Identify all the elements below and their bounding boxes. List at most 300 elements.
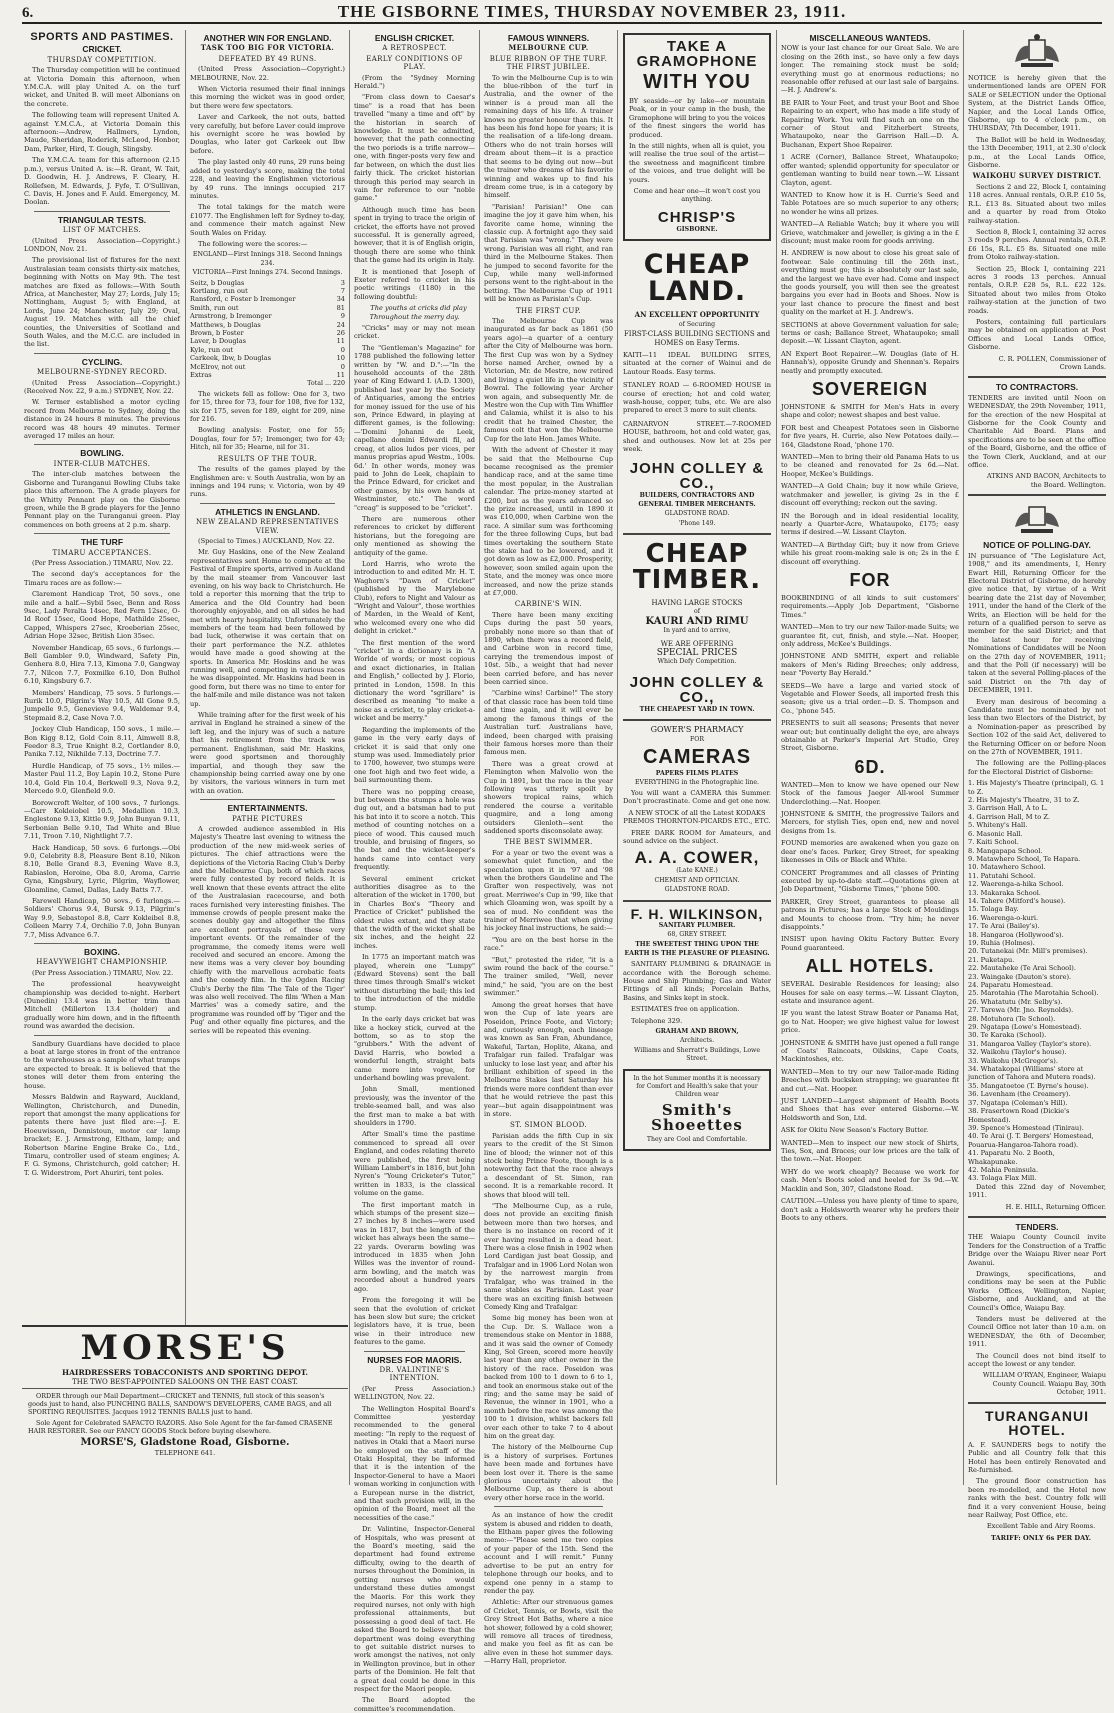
paragraph: SANITARY PLUMBING & DRAINAGE in accordance with the Borough scheme. House and Ship Plumbing; Gas and Water Fittings of all kinds; Porcelain Baths, Basins, and Sinks kept in stock. [623, 960, 771, 1002]
polling-place: 8. Mangapapa School. [968, 846, 1043, 855]
polling-place: 5. Whiteny's Hall. [968, 821, 1028, 830]
batsman: Carkeek, lbw, b Douglas [190, 354, 271, 363]
paragraph: From the foregoing it will be seen that the evolution of cricket has been slow but sure; the cricket legislators have, it is true, been wise in their introduce new features to the game. [354, 1296, 475, 1347]
scorecard-row [190, 287, 345, 295]
ad-line: FIRST-CLASS BUILDING SECTIONS and HOMES on Easy Terms. [623, 330, 771, 347]
paragraph: Drawings, specifications, and conditions may be seen at the Public Works Offices, Wellington, Napier, Gisborne, and Auckland, and at the Council's Office, Waiapu Bay. [968, 1270, 1106, 1312]
article-subheading: RESULTS OF THE TOUR. [217, 454, 318, 463]
cameras-headline: CAMERAS [642, 746, 752, 769]
article-heading: ATHLETICS IN ENGLAND. [215, 506, 320, 517]
scorecard-row [190, 279, 345, 287]
paragraph: Messrs Baldwin and Rayward, Auckland, Wellington, Christchurch, and Dunedin, report that amongst the many applications for patents there have just filed are:—J. E. Hoeuwisson, Dennistoun, motor car lamp bracket; E. J. Armstrong, Eltham, lamp; and Robertson Marine Engine Brake Co., Ltd., Timaru, controller used of steam engines; A. F. G. Symons, Christchurch, gold catcher; H. T. G. Widerstrom, Port Ahuriri, tent poles. [24, 1093, 180, 1177]
signature: ATKINS AND BACON, Architects to the Board. Wellington. [986, 472, 1106, 489]
polling-place: 11. Patutahi School. [968, 871, 1036, 880]
polling-place: 27. Tarewa (Mr. Jno. Reynolds). [968, 1006, 1074, 1015]
paragraph: The professional heavyweight championship was decided to-night. Herbert (Dunedin) 13.4 was in better trim than Mitchell (Millerton 13.4 (holder) and gradually wore him down, and in the fifteenth round was awarded the decision. [24, 980, 180, 1031]
paragraph: The following were the scores:— [198, 239, 308, 248]
article-heading: FAMOUS WINNERS. [507, 33, 590, 43]
article-subheading: HEAVYWEIGHT CHAMPIONSHIP. [36, 958, 168, 967]
polling-place: 2. His Majesty's Theatre, 31 to Z. [968, 796, 1080, 805]
john-colley-name: JOHN COLLEY & CO., [629, 460, 765, 493]
polling-place: 35. Mangatoetoe (T. Byrne's house). [968, 1081, 1089, 1090]
ad-line: PAPERS FILMS PLATES [655, 770, 739, 778]
turanganui-hotel-heading: TURANGANUI HOTEL. [984, 1407, 1090, 1438]
divider [34, 533, 170, 534]
wanted-ad: BOOKBINDING of all kinds to suit customers' requirements.—Apply Job Department, "Gisborne Times." [781, 593, 959, 619]
polling-place: 3. Garrison Hall, A to L. [968, 804, 1048, 813]
morses-telephone: TELEPHONE 641. [154, 1449, 216, 1457]
batsman: Armstrong, b Iremonger [190, 312, 272, 321]
ad-line: SANITARY PLUMBER. [658, 921, 736, 929]
paragraph: There was a great crowd at Flemington when Malvolio won the Cup in 1891, but the race in the year following was utterly spoilt by showers tropical rains, which rendered the course a veritable quagmire, and a long among outsiders Glenloth—sent the saddened sports disconsolate away. [484, 759, 613, 835]
paragraph: There are numerous other references to cricket by different historians, but the foregoing are only mentioned as showing the antiquity of the game. [354, 514, 475, 557]
paragraph: Some big money has been won at the Cup. Dr. S. Wallace won a tremendous stake on Mentor in 1888, and it was said the owner of Comedy King, Sol Green, scored more heavily last year than any other owner in the history of the race. Poseidon was backed from 100 to 1 down to 6 to 1, and took an enormous stake out of the ring; and the same may be said of Revenue, the winner in 1901, who a month before the race was among the 100 to 1 division, whilst backers fell over each other to take 7 to 4 about him on the great day. [484, 1314, 613, 1440]
divider [968, 1216, 1106, 1218]
paragraph: The history of the Melbourne Cup is a history of surprises. Fortunes have been made and fortunes have been lost over it. There is the same glorious uncertainty about the Melbourne Cup, as there is about every other horse race in the world. [484, 1443, 613, 1502]
wanted-ad: INSIST upon having Okitu Factory Butter. Every Pound guaranteed. [781, 935, 959, 952]
paragraph: After Small's time the pastime commenced to spread all over England, and codes relating thereto were published, the first being William Lambert's in 1816, but John Nyren's "Young Cricketer's Tutor," written in 1833, is the classical volume on the game. [354, 1130, 475, 1198]
paragraph: (Per Press Association.) TIMARU, Nov. 22. [32, 558, 174, 567]
paragraph: Parisian adds the fifth Cup in six years to the credit of the St Simon line of blood; the winner not of this stock being Prince Foote, though is a noteworthy fact that the race always a descendant of St. Simon, ran second. It is a remarkable record. It shows that blood will tell. [484, 1131, 613, 1199]
morses-agent-text: Sole Agent for Celebrated SAFACTO RAZORS. Also Sole Agent for the far-famed CRASENE HAIR RESTORER. See our FANCY GOODS Stock before buying elsewhere. [28, 1419, 333, 1435]
paragraph: The provisional list of fixtures for the next Australasian team consists thirty-six matches, beginning with Notts on May 9th. The test matches are fixed as follows:—With South Africa, at Manchester, May 27; Lords, July 15; Nottingham, August 5; with England, at Lords, June 24; Manchester, July 29; Oval, August 19. Matches with all the chief counties, the Universities of Scotland and South Wales, and the M.C.C. are included in the list. [24, 256, 180, 349]
chrisp-name: CHRISP'S [657, 208, 737, 226]
paragraph: A crowded audience assembled in His Majesty's Theatre last evening to witness the production of the new mid-week series of pictures. The chief attractions were the depictions of the Victoria Racing Club's Derby and the Melbourne Cup, both of which races were fully contested by record fields. It is well known that these events attract the elite of the Australasian racecourse, and both races furnished very interesting finishes. The immense crowds of people present make the scenes doubly gay and altogether the films are excellent portrayals of these very important events. Of the remainder of the programme, the comedy items were well received and secured an encore. Among the new items was a very clever boy bounding chiefly with the marvellous acrobatic feats and the comedy film. In the Ogden Racing Club's Derby the film 'The Tale of the Tiger' was also well received. The film 'When a Man Marries' was a comedy satire, and the programme was rounded off by 'Tiger and the Pug' and other equally fine pictures, and the series will be repeated this evening. [190, 824, 345, 1035]
wanted-list [781, 980, 959, 1222]
ad-line: of [693, 608, 700, 616]
royal-coat-of-arms-icon [1007, 32, 1067, 72]
gramophone-headline: TAKE A GRAMOPHONE [636, 38, 758, 70]
ad-line: HAVING LARGE STOCKS [651, 599, 743, 607]
wanted-ad: SECTIONS at above Government valuation for sale; terms or cash; Ballance Street, Whataupoko; small deposit.—W. Lissant Clayton, agent. [781, 320, 959, 346]
polling-place: 18. Hangaroa (Hollywood's). [968, 930, 1064, 939]
polling-place: 20. Tutanekai (Mr. Mill's premises). [968, 947, 1088, 956]
wanted-ad: CAUTION.—Unless you have plenty of time to spare, don't ask a Holdsworth wearer why he prefers their Boots to any others. [781, 1197, 959, 1222]
article-heading: NURSES FOR MAORIS. [367, 1354, 462, 1365]
wanted-ad: AN Expert Boot Repairer.—W. Douglas (late of H. Hannah's), opposite Grundy and Shennan's. Repairs neatly and promptly executed. [781, 349, 959, 375]
wanted-list [781, 403, 959, 566]
paragraph: Tenders must be delivered at the Council Office not later than 10 a.m. on WEDNESDAY, the 6th of December, 1911. [968, 1315, 1106, 1349]
wanted-ad: JOHNSTONE AND SMITH, expert and reliable makers of Men's Riding Breeches; only address, near "Poverty Bay Herald." [781, 652, 959, 678]
paragraph: A NEW STOCK of all the Latest KODAKS PREMOS THORNTON-PICARDS ETC., ETC. [623, 808, 771, 826]
page-number: 6. [22, 5, 34, 21]
divider [494, 1506, 603, 1507]
paragraph: Sections 2 and 22, Block I, containing 118 acres. Annual rentals, O.R.P. £10 5s, R.L. £13 8s. Situated about two miles and a quarter by road from Otoko railway-station. [968, 182, 1106, 225]
polling-place: 28. Motuhora (Te School). [968, 1014, 1056, 1023]
wanted-ad: WANTED—Men to try our new Tailor-made Riding Breeches with bucksken strapping; we guarantee fit and cut.—Nat. Hooper. [781, 1067, 959, 1093]
paragraph: (United Press Association—Copyright.) MELBOURNE, Nov. 22. [190, 65, 345, 82]
paragraph: The Melbourne Cup was inaugurated as far back as 1861 (50 years ago)—a quarter of a century after the City of Melbourne was born. The first Cup was won by a Sydney horse named Archer, owned by a Victorian, Mr. de Mestre, now retired and living a quiet life in the vicinity of Bowral. The following year Archer won again, and subsequently Mr. de Mestre won the Cup with Tim Whiffler and Calamia, whilst it is also to his credit that he trained Chester, the famous colt that won the Melbourne Cup for the late Hon. James White. [484, 317, 613, 443]
morses-line: HAIRDRESSERS TOBACCONISTS AND SPORTING DEPOT. [62, 1368, 308, 1377]
wanted-ad: SEVERAL Desirable Residences for leasing; also Houses for sale on easy terms.—W. Lissant Clayton, estate and insurance agent. [781, 980, 959, 1005]
ad-line: 68, GREY STREET. [667, 930, 727, 938]
ad-line: KAURI AND RIMU [645, 615, 749, 627]
paragraph: Every man desirous of becoming a Candidate must be nominated by not less than two Electors of the District, by a Nomination-paper as prescribed by Section 102 of the said Act, delivered to the Returning Officer on or before Noon on the 27th of NOVEMBER, 1911. [968, 697, 1106, 757]
article-subheading: EARLY CONDITIONS OF PLAY. [366, 54, 463, 72]
article-subheading: DR. VALINTINE'S INTENTION. [379, 1365, 450, 1383]
polling-place: 23. Waingake (Dauton's store). [968, 972, 1072, 981]
paragraph: "Cricks" may or may not mean cricket. [354, 324, 475, 341]
polling-place: 31. Mangaroa Valley (Taylor's store). [968, 1039, 1092, 1048]
article-heading: CYCLING. [81, 356, 123, 367]
paragraph: Bowling analysis: Foster, one for 55; Douglas, four for 57; Iremonger, two for 43; Hitch, nil for 35; Hearne, nil for 31. [190, 426, 345, 452]
paragraph: Section 25, Block I, containing 221 acres 3 roods 13 perches. Annual rentals, O.R.P. £28 5s, R.L. £22 12s. Situated about two miles from Otoko railway-station at the junction of two roads. [968, 264, 1106, 315]
runs: 24 [336, 320, 345, 329]
paragraph: Excellent Table and Airy Rooms. [986, 1522, 1096, 1531]
wanted-list [781, 781, 959, 952]
ad-line: AN EXCELLENT OPPORTUNITY [634, 310, 760, 320]
ad-line: Which Defy Competition. [657, 658, 737, 666]
paragraph: Among the great horses that have won the Cup of late years are Poseidon, Prince Foote, and Victory; and, curiously enough, each lineage was known as San Fran, Abundance, Wakeful, Tartan, Hoplite, Akana, and Trafalgar run failed. Trafalgar was unlucky to lose last year, and after his brilliant exhibition of speed in the Melbourne Stakes last Saturday his friends were more confident than ever that he would retrieve the past this year—but again disappointment was in store. [484, 1000, 613, 1118]
polling-place: 17. Te Arai (Bailey's). [968, 922, 1040, 931]
article-subheading: LIST OF MATCHES. [62, 226, 142, 235]
paragraph: When Victoria resumed their final innings this morning the wicket was in good order, but there were few spectators. [190, 85, 345, 110]
article-subheading: DEFEATED BY 49 RUNS. [218, 54, 317, 63]
batsman: Seitz, b Douglas [190, 278, 245, 287]
paragraph: The Board adopted the committee's recommendation. [354, 1696, 475, 1713]
cower-name: A. A. COWER, [634, 848, 760, 868]
column-english-cricket [354, 30, 475, 1713]
wanted-list [781, 594, 959, 753]
scorecard-row [190, 312, 345, 320]
wanted-ad: WANTED to Know how it is H. Currie's Seed and Table Potatoes are so much superior to any others; no wonder he wins all prizes. [781, 190, 959, 216]
wanted-ad: FOR best and Cheapest Potatoes seen in Gisborne for five years, H. Currie, also New Potatoes daily.—164, Gladstone Road, 'phone 170. [781, 423, 959, 449]
ad-line: Architects. [679, 1037, 715, 1045]
wilkinson-name: F. H. WILKINSON, [630, 905, 764, 922]
paragraph: (Per Press Association.) WELLINGTON, Nov. 22. [354, 1384, 475, 1402]
gramophone-advertisement [623, 33, 771, 241]
paragraph: Dr. Valintine, Inspector-General of Hospitals, who was present at the Board's meeting, said the department had found extreme difficulty, owing to the dearth of nurses throughout the Dominion, in getting nurses who would understand these duties amongst the Maoris. For this work they required nurses, not only with high professional attainments, but possessing a good deal of tact. He asked the Board to believe that the department was doing everything to get suitable district nurses to work amongst the natives, not only in Wellington province, but in other parts of the Dominion. He felt that a great deal could be done in this respect for the Maori people. [354, 1525, 475, 1693]
polling-place: 32. Waikohu (Taylor's house). [968, 1048, 1067, 1057]
polling-place: 39. Spence's Homestead (Tinirau). [968, 1123, 1084, 1132]
wanted-ad: NOW is your last chance for our Great Sale. We are closing on the 26th inst., so have only a few days longer. The remaining stock must be sold; everything must go at enormous reductions; no reasonable offer refused at our last sale of bargains.—H. J. Andrew's. [781, 44, 959, 95]
paragraph: BY seaside—or by lake—or mountain Peak, or in your camp in the bush, the Gramophone will bring to you the voices of the finest singers the world has produced. [629, 97, 765, 139]
scorecard-row [190, 354, 345, 362]
paragraph: Borowcroft Welter, of 100 sovs., 7 furlongs.—Carr Kokleiobel 10.5, Medallion 10.3, Englestone 9.13, Kittle 9.9, John Bunyan 9.11, Serbonian Belle 9.10, Tad White and Blue 7.11, Troon 7.10, Nightlight 7.7. [24, 798, 180, 841]
scorecard-row [190, 371, 345, 379]
paragraph: November Handicap, 65 sovs., 6 furlongs.—Bell Gambler 9.0, Windward, Safety Pin, Genhera 8.0, Hira 7.13, Kimona 7.0, Gangway 7.7, Nilcon 7.7, Foxmilke 6.10, Don Bulhol 6.10, Kingsbury 6.7. [24, 643, 180, 686]
ad-line: In yard and to arrive, [663, 627, 731, 635]
article-heading: BOWLING. [80, 448, 124, 459]
paragraph: TARIFF: ONLY 6s PER DAY. [990, 1533, 1092, 1542]
paragraph: "You are on the best horse in the race." [484, 935, 613, 953]
column-cricket-news [190, 30, 345, 1320]
paragraph: Hack Handicap, 50 sovs. 6 furlongs.—Obi 9.0, Celebrity 8.8, Pleasure Bent 8.10, Nikon 8.10, Belle Grand 8.3, Evening Wave 8.3, Rabiaslon, Heroine, Oba 8.0, Aroma, Carrie Gyna, Kingsbury, Lyric, Pilgrim, Wayflower, Gloamline, Camel, Dallas, Lady Batts 7.7. [24, 843, 180, 894]
article-heading: CRICKET. [82, 44, 122, 55]
wanted-ad: WANTED—Men to try our new Tailor-made Suits; we guarantee fit, cut, finish, and style.—Nat. Hooper, only address, McKee's Buildings. [781, 623, 959, 648]
polling-place: 13. Makaraka School. [968, 888, 1041, 897]
divider [364, 1351, 465, 1352]
newspaper-title: THE GISBORNE TIMES, THURSDAY NOVEMBER 23, 1911. [337, 2, 847, 21]
paragraph: "From class down to Caesar's time" is a road that has been travelled "many a time and oft" by the historian in search of knowledge. It must be admitted, however, that the path connecting the two periods is a trifle narrow—one, with finger-posts very few and far between, on which the dust lies fairly thick. The cricket historian through this period may search in vain for reference to our "noble game." [354, 93, 475, 203]
paragraph: "Carbine wins! Carbine!" The story of that classic race has been told time and time again, and it will ever be among the famous things of the Australian turf. Australians have, indeed, been charged with praising their famous horses more than their famous men. [484, 689, 613, 757]
ad-line: GLADSTONE ROAD. [664, 886, 730, 894]
paragraph: Dated this 22nd day of November, 1911. [968, 1182, 1106, 1200]
article-subheading: CARBINE'S WIN. [514, 600, 583, 609]
morses-advertisement [22, 1325, 348, 1487]
article-subheading: TIMARU ACCEPTANCES. [52, 548, 152, 557]
polling-place: 29. Ngatapa (Lowe's Homestead). [968, 1023, 1082, 1032]
ad-line: Williams and Sherratt's Buildings, Lowe Street. [633, 1046, 761, 1063]
signature: WILLIAM O'RYAN, Engineer, Waiapu County Council. Waiapu Bay, 30th October, 1911. [982, 1371, 1106, 1397]
paragraph: The play lasted only 40 runs, 29 runs being added to yesterday's score, making the total 228, and leaving the Englishmen victorious by 49 runs. The innings occupied 217 minutes. [190, 158, 345, 200]
all-hotels-heading: ALL HOTELS. [805, 956, 935, 977]
paragraph: Several eminent cricket authorities disagree as to the alteration of the wicket in 1700, but in Charles Box's "Theory and Practice of Cricket" published the oldest rules extant, and they state that the width of the wicket shall be six inches, and the height 22 inches. [354, 874, 475, 950]
divider [623, 533, 771, 535]
paragraph: The inter-club matches between the Gisborne and Turanganui Bowling Clubs take place this afternoon. The A grade players for the Whitty Pennant play on the Gisborne green, while the B grade players for the Jenno Pennant play on the Turanganui green. Play commences on both greens at 2 p.m. sharp. [24, 470, 180, 529]
polling-place: 24. Paparatu Homestead. [968, 981, 1053, 989]
ad-line: GOWER'S PHARMACY [650, 725, 744, 735]
paragraph: (Special to Times.) AUCKLAND, Nov. 22. [198, 536, 335, 545]
ad-line: THE SWEETEST THING UPON THE EARTH IS THE PLEASURE OF PLEASING. [624, 941, 770, 957]
paragraph: For a year or two the event was a somewhat quiet function, and the speculation upon it in '97 and '98 when the brothers Gaudeline and The Grafter won respectively, was not great. Merriwee's Cup in '99, like that which Gloaming won, was spoilt by a sea of mud. No confident was the trainer of Merriwee that when giving his jockey final instructions, he said:— [484, 848, 613, 933]
article-subheading: A RETROSPECT. [382, 44, 447, 53]
wanted-ad: WANTED—Men to inspect our new stock of Shirts, Ties, Sox, and Braces; our low prices are the talk of the town.—Nat. Hooper. [781, 1138, 959, 1164]
column-rule [185, 30, 186, 1485]
land-listings [623, 351, 771, 453]
masthead [22, 0, 1102, 24]
scorecard-row [190, 295, 345, 303]
wanted-ad: JOHNSTONE & SMITH for Men's Hats in every shape and color; newest shapes and best value. [781, 403, 959, 420]
paragraph: In the early days cricket bat was like a hockey stick, curved at the bottom, so as to stop the "grubbers." With the advent of David Harris, who bowled a wonderful length, straight bats came more into vogue, for underhand bowling was prevalent. [354, 1015, 475, 1082]
polling-place: 41. Paparatu No. 2 Booth, Whakapunake. [968, 1149, 1055, 1166]
wanted-ad: WHY do we work cheaply? Because we work for cash. Men's Boots soled and heeled for 3s 9d.—W. Macklin and Son, 307, Gladstone Road. [781, 1167, 959, 1193]
divider [968, 376, 1106, 378]
royal-coat-of-arms-icon [1007, 501, 1067, 537]
batsman: Ransford, c Foster b Iremonger [190, 295, 296, 304]
paragraph: TENDERS are invited until Noon on WEDNESDAY, the 29th November, 1911, for the erection of the new Hospital at Gisborne for the Cook County and Charitable Aid Board. Plans and specifications are to be seen at the office of the Board, Gisborne, and the office of the Town Clerk, Auckland, and at our office. [968, 393, 1106, 470]
section-heading: SPORTS AND PASTIMES. [30, 31, 174, 43]
polling-place: 6. Masonic Hall. [968, 829, 1023, 838]
paragraph: W. Termer established a motor cycling record from Melbourne to Sydney, doing the distance in 24 hours 8 minutes. The previous record was 48 hours 49 minutes. Termer averaged 17 miles an hour. [24, 398, 180, 441]
column-rule [776, 30, 777, 1485]
paragraph: The total takings for the match were £1077. The Englishmen left for Sydney to-day, and commence their match against New South Wales on Friday. [190, 203, 345, 237]
wanted-ad: ASK for Okitu New Season's Factory Butter. [781, 1126, 929, 1135]
smiths-shoeettes-advertisement [623, 1069, 771, 1152]
wanted-ad: WANTED—A Gold Chain; buy it now while Grieve, watchmaker and jeweller, is giving 2s in the £ discount off everything; reckon out the saving. [781, 482, 959, 508]
polling-place: 43. Tolaga Flax Mill. [968, 1174, 1037, 1183]
wanted-ad: FOUND memories are awakened when you gaze on dear one's faces. Parker, Grey Street, for speaking likenesses in Oils or Black and White. [781, 839, 959, 865]
batsman: Extras [190, 371, 212, 380]
article-subheading: THURSDAY COMPETITION. [47, 55, 157, 64]
column-rule [617, 30, 618, 1485]
paragraph: To win the Melbourne Cup is to win the blue-ribbon of the turf in Australia, and the owner of the winner is a proud man all the remaining days of his life. A trainer knows no greater honour than this. It has been his fond hope for years; it is the realisation of a life-long dream. Others who do not train horses will dream about them—it is a practice that seems to be dying out now—but the trainer who dreams of his favorite winning and wakes up to find his dream come true, is in a category by himself. [484, 73, 613, 200]
cheap-timber-headline: CHEAP TIMBER. [632, 539, 762, 595]
polling-place: 22. Mautaheke (Te Arai School). [968, 964, 1076, 973]
ad-line: FOR [689, 735, 705, 743]
divider [34, 1035, 170, 1036]
paragraph: Sandbury Guardians have decided to place a boat at large stores in front of the entrance to the warehouses as a sample of what tramps are expected to break. It is believed that the stones will deter them from entering the house. [24, 1039, 180, 1090]
morses-name: MORSE'S [80, 1328, 290, 1368]
batsman: Matthews, b Douglas [190, 320, 261, 329]
paragraph: There was no popping crease, but between the stumps a hole was dug out, and a batsman had to put his bat into it to score a notch. This method of counting notches on a piece of wood. This caused much trouble, and bruising of fingers, so the bat and the wicket-keeper's hands came into contact very frequently. [354, 787, 475, 872]
scorecard-total: Total ... 220 [307, 380, 345, 388]
ad-line: BUILDERS, CONTRACTORS AND GENERAL TIMBER MERCHANTS. [638, 492, 756, 508]
paragraph: The following are the Polling-places for the Electoral District of Gisborne: [968, 759, 1106, 776]
scorecard-heading: ENGLAND—First Innings 318. Second Innings 234. [192, 251, 343, 267]
polling-place: 36. Lavenham (the Creamery). [968, 1090, 1071, 1099]
paragraph: Although much time has been spent in trying to trace the origin of cricket, the efforts have not proved successful. It is generally agreed, however, that it is of English origin, though there are some who think that the game had its origin in Italy. [354, 205, 475, 265]
article-subheading: BLUE RIBBON OF THE TURF. THE FIRST JUBILEE. [489, 54, 608, 72]
batsman: McElrov, not out [190, 362, 246, 371]
paragraph: It is mentioned that Joseph of Exeter referred to cricket in his poetic writings (1180) in the following doubtful: [354, 267, 475, 301]
ad-line: THE CHEAPEST YARD IN TOWN. [639, 705, 755, 713]
land-listing: STANLEY ROAD — 6-ROOMED HOUSE in course of erection; hot and cold water, wash-house, copper, tubs, etc. We are also prepared to erect 3 more to suit clients. [623, 381, 771, 415]
divider [34, 211, 170, 212]
column-sports [24, 30, 180, 1485]
paragraph: Members' Handicap, 75 sovs. 5 furlongs.—Rurik 10.0, Pilgrim's Way 10.5, All Gone 9.5, Jumpelle 9.5, Genevieve 9.4, Waldemar 9.4, Stepmaid 8.2, Case Nova 7.0. [24, 688, 180, 722]
runs: 34 [336, 295, 345, 304]
ad-line: GLADSTONE ROAD. [664, 510, 730, 518]
wanted-ad: WANTED—A Birthday Gift; buy it now from Grieve while his great room-making sale is on; 2s in the £ discount off everything. [781, 540, 959, 566]
scorecard-row [190, 321, 345, 329]
paragraph: The results of the games played by the Englishmen are: v. South Australia, won by an innings and 194 runs; v. Victoria, won by 49 runs. [190, 465, 345, 499]
article-heading: ANOTHER WIN FOR ENGLAND. [203, 33, 332, 43]
polling-place: 4. Garrison Hall, M to Z. [968, 812, 1050, 821]
runs: 11 [336, 337, 345, 346]
polling-place: 30. Te Karaka (School). [968, 1031, 1047, 1040]
runs: 7 [340, 286, 345, 295]
divider [968, 494, 1106, 496]
morses-order-text: ORDER through our Mail Department—CRICKET and TENNIS, full stock of this season's goods just to hand, also PUNCHING BALLS, SANDOW'S DEVELOPERS, CAME BAGS, and all SPORTING REQUISITES. Jacques 1912 TENNIS BALLS just to hand. [28, 1392, 332, 1416]
paragraph: Come and hear one—it won't cost you anything. [633, 187, 761, 204]
wanted-ad: WANTED—Men to bring their old Panama Hats to us to be cleaned and renovated for 2s 6d.—Nat. Hooper, McKee's Buildings. [781, 453, 959, 478]
divider [968, 1402, 1106, 1404]
wanted-ad: BE FAIR to Your Feet, and trust your Boot and Shoe Repairing to an expert, who has made a life study of Repairing Work. You will find such an one on the corner of Stout and Fitzherbert Streets, Whataupoko, near the Garrison Hall.—D. A. Buchanan, Expert Shoe Repairer. [781, 98, 959, 149]
runs: 11 [336, 371, 345, 380]
runs: 9 [340, 312, 345, 321]
polling-place: 37. Ngatapa (Coleman's Hill). [968, 1098, 1068, 1107]
polling-place: 19. Ruhia (Holmes). [968, 938, 1035, 947]
paragraph: In 1775 an important match was played, wherein one "Lumpy" (Edward Stevens) sent the ball three times through Small's wicket without disturbing the bail; this led to the introduction of the middle stump. [354, 953, 475, 1012]
scorecard-row [190, 363, 345, 371]
divider [34, 943, 170, 944]
land-listing: CARNARVON STREET.—7-ROOMED HOUSE, bathroom, hot and cold water, gas, shed and outhouses. Now let at 25s per week. [623, 419, 771, 453]
batsman: Brown, b Foster [190, 329, 244, 337]
wanted-ad: IF you want the latest Straw Boater or Panama Hat, go to Nat. Hooper; we give highest value for lowest price. [781, 1009, 959, 1035]
gramophone-headline: WITH YOU [643, 71, 751, 93]
paragraph: The Ballot will be held in Wednesday, the 13th December, 1911, at 2.30 o'clock p.m., at the Local Lands Office, Gisborne. [968, 135, 1106, 170]
article-heading: NOTICE OF POLLING-DAY. [983, 540, 1091, 551]
wanted-list [781, 44, 959, 375]
wanted-ad: WANTED—A Reliable Watch; buy it where you will Grieve, watchmaker and jeweller, is giving a in the £ discount; must make room for goods arriving. [781, 220, 959, 245]
section-heading: MISCELLANEOUS WANTEDS. [809, 33, 931, 43]
column-rule [349, 30, 350, 1485]
polling-place: 25. Marotahia (The Marotahia School). [968, 989, 1099, 998]
runs: 81 [336, 303, 345, 312]
paragraph: Farewell Handicap, 50 sovs., 6 furlongs.—Soldiers' Chorus 9.4, Bursk 9.13, Pilgrim's Way 9.9, Sebastopol 8.8, Carr Kokleibel 8.8, Colleen Marry 7.4, Orchilio 7.0, John Bunyan 7.7, Miss Advance 6.7. [24, 896, 180, 939]
ad-line: (Late KANE.) [676, 867, 718, 875]
ad-line: 'Phone 149. [678, 519, 716, 527]
ad-line: of Securing [678, 320, 716, 328]
wanted-ad: CONCERT Programmes and all classes of Printing executed by up-to-date staff.—Quotations given at Job Department, "Gisborne Times," 'phone 500. [781, 868, 959, 894]
wanted-ad: PRESENTS to suit all seasons; Presents that never wear out; but continually delight the eye, are always obtainable at Parker's Imperial Art Studio, Grey Street, Gisborne. [781, 719, 959, 753]
batsman: Smith, run out [190, 303, 239, 312]
for-heading: FOR [849, 569, 891, 590]
runs: 0 [340, 345, 345, 354]
polling-place: 33. Waikohu (McGregor's). [968, 1056, 1058, 1065]
paragraph: As an instance of how the credit system is abused and ridden to death, the Eltham paper gives the following memo:—"Please send me two copies of your paper of the 15th. Send the account and I will remit." Funny advertise to be put an entry for telephone through our books, and to expend one penny in a stamp to render the pay. [484, 1511, 613, 1595]
column-rule [479, 30, 480, 1485]
paragraph: In the hot Summer months it is necessary for Comfort and Health's sake that your Children wear [633, 1074, 761, 1099]
article-subheading: ST. SIMON BLOOD. [510, 1121, 587, 1130]
paragraph: ESTIMATES free on application. [631, 1005, 740, 1014]
divider [623, 900, 771, 902]
polling-place: 15. Tolaga Bay. [968, 905, 1019, 914]
scorecard-row [190, 329, 345, 337]
polling-place: 26. Whatatutu (Mr. Selby's). [968, 997, 1063, 1006]
wanted-ad: H. ANDREW is now about to close his great sale of footwear. Sale continuing till the 26th inst., everything must go; this is absolutely our last sale, and the largest we have ever had. Come and inspect the goods yourself, you will then see the greatest bargains you ever had in Boots and Shoes. Now is your last chance to procure the finest and best quality on the market at H. J. Andrew's. [781, 249, 959, 317]
ad-line: GRAHAM AND BROWN, [655, 1028, 739, 1035]
paragraph: Mr. Guy Haskins, one of the New Zealand representatives sent Home to compete at the Festival of Empire sports, arrived in Auckland by the mail steamer from Vancouver last evening, on his way back to Christchurch. He told a reporter this morning that the trip to America and the Old Country had been thoroughly enjoyable, and on all sides he had met with hearty hospitality. Unfortunately the members of the team had been followed by bad luck, otherwise it was certain that on their part performance the N.Z. athletes would have made a good showing at the sports. In America Mr. Hoskins and he was running well, and competing in various races he was disappointed. Mr. Haskins had been in good form, but there was no time to enter for the half-mile and mile distance was not taken up. [190, 548, 345, 708]
scorecard-row [190, 346, 345, 354]
ad-line: SPECIAL PRICES [656, 648, 738, 659]
paragraph: (Per Press Association.) TIMARU, Nov. 22. [32, 968, 174, 977]
signature: C. R. POLLEN, Commissioner of Crown Lands. [998, 354, 1106, 371]
paragraph: The "Gentleman's Magazine" for 1788 published the following letter written by "W. and D.":—"In the household accounts of the 28th year of King Edward I. (A.D. 1300), published last year by the Society of Antiquaries, among the entries for money issued for the use of his son, Prince Edward, in playing at different games, is the following:—'Domini Johanni de Leek, capellano domini Edwardi fil, ad creag, et alios ludos per vices, per manus proprias apud Westm., 100s. 6d.' In other words, money was paid to John de Leek, chaplain to the Prince Edward, for cricket and other games, by his own hands at Westminster, etc." The word "creag" is supposed to be "cricket". [354, 343, 475, 512]
paragraph: IN pursuance of "The Legislature Act, 1908," and its amendments, I, Henry Ewart Hill, Returning Officer for the Electoral District of Gisborne, do hereby give notice that, by virtue of a Writ bearing date the 21st day of November, 1911, under the hand of the Clerk of the Writs, an Election will be held for the return of a qualified person to serve as member for the said District; and that the latest hour for receiving Nominations of Candidates will be Noon on the 27th day of NOVEMBER, 1911; and that the Poll (if necessary) will be taken at the several Polling-places of the said District on the 7th day of DECEMBER, 1911. [968, 551, 1106, 695]
paragraph: "The Melbourne Cup, as a rule, does not provide an exciting finish between more than two horses, and there is no instance on record of it ever having resulted in a dead heat. There was a close finish in 1902 when Lord Cardigan just beat Gossip, and Trafalgar and in 1906 Lord Nolan won by the narrowest margin from Trafalgar, who was trained in the same stables as Parisian. Last year there was an exciting finish between Comedy King and Trafalgar. [484, 1202, 613, 1311]
paragraph: (United Press Association—Copyright.) LONDON, Nov. 21. [24, 236, 180, 253]
polling-place: 7. Kaiti School. [968, 838, 1019, 847]
sovereign-heading: SOVEREIGN [811, 379, 929, 400]
paragraph: With the advent of Chester it may be said that the Melbourne Cup became recognised as the premier handicap race, and at the same time the most popular, in the Australian calendar. The prize-money started at £200, but as the years advanced so the prize increased, until in 1890 it was £10,000, when Carbine won the race. A similar sum was forthcoming for the three following Cups, but bad times overtaking the southern State the stake had to be lowered, and it got down as low as £2,000. Prosperity, however, soon smiled again upon the State, and the money was once more increased, and now the prize stands at £7,000. [484, 446, 613, 597]
ad-line: CHEMIST AND OPTICIAN. [654, 876, 740, 884]
wanted-ad: 1 ACRE (Corner), Ballance Street, Whataupoko; offer wanted; splendid opportunity for speculator or gentleman wanting to build near town.—W. Lissant Clayton, agent. [781, 153, 959, 187]
wanted-ad: WANTED—Men to know we have opened our New Stock of the famous Jaeger All-wool Summer Underclothing.—Nat. Hooper. [781, 780, 959, 806]
article-subheading: MELBOURNE CUP. [508, 43, 589, 53]
paragraph: Telephone 329. [631, 1016, 683, 1025]
scorecard-heading: VICTORIA—First Innings 274. Second Innings. [192, 269, 343, 277]
divider [200, 503, 335, 504]
paragraph: There have been many exciting Cups during the past 50 years, probably none more so than that of 1890, when there was a record field, and Carbine won in record time, carrying the tremendous impost of 10st. 5lb., a weight that had never been carried before, and has never been carried since. [484, 610, 613, 687]
paragraph: The Thursday competition will be continued at Victoria Domain this afternoon, when Y.M.C.A. will play United A. on the turf wicket, and United B. will meet Albonians on the concrete. [24, 66, 180, 108]
article-subheading: PATHE PICTURES [231, 814, 304, 823]
paragraph: The Council does not bind itself to accept the lowest or any tender. [968, 1351, 1106, 1369]
article-heading: TENDERS. [1015, 1221, 1059, 1232]
polling-place: 16. Waerenga-o-kuri. [968, 913, 1039, 922]
land-listing: KAITI—11 IDEAL BUILDING SITES, situated at the corner of Wainui and de Lautour Roads. Easy terms. [623, 350, 771, 376]
column-notices [968, 30, 1106, 1542]
scorecard-row [190, 337, 345, 345]
runs: 26 [336, 329, 345, 337]
article-heading: ENGLISH CRICKET. [374, 33, 455, 43]
article-heading: BOXING. [84, 947, 120, 957]
paragraph: John Small, mentioned previously, was the inventor of the treble-seamed ball, and was also the first man to make a bat with shoulders in 1790. [354, 1085, 475, 1127]
paragraph: Laver and Carkeek, the not outs, batted very carefully, but before Laver could improve his overnight score he was bowled by Douglas, who later got Carkeek out lbw before. [190, 113, 345, 155]
paragraph: Jockey Club Handicap, 150 sovs., 1 mile.—Bon Kigg 8.12, Gold Coin 8.11, Aimwell 8.8, Feedor 8.3, True Knight 8.2, Cortlander 8.0, Panika 7.12, Nikhilde 7.13, Doctrine 7.7. [24, 725, 180, 759]
polling-place: 40. Te Arai (J. T. Bergers' Homestead, Pouarua-Hangaroa-Tahora road). [968, 1132, 1094, 1149]
polling-place: 10. Matawhero School. [968, 863, 1046, 872]
paragraph: The following team will represent United A. against Y.M.C.A., at Victoria Domain this afternoon:—Andrew, Hallmers, Lyndon, Maude, Sheridan, Roderick, McLeod, Honbor, Dam, Parker, Hird, T. Gough, Slingsby. [24, 111, 180, 153]
article-heading: TO CONTRACTORS. [995, 382, 1079, 393]
article-subheading: THE FIRST CUP. [515, 306, 582, 315]
divider [34, 353, 170, 354]
runs: 3 [340, 278, 345, 287]
article-subheading: TASK TOO BIG FOR VICTORIA. [200, 43, 335, 53]
paragraph: The first important match in which stumps of the present size—27 inches by 8 inches—were used was in 1817, but the length of the wicket has always been the same—22 yards. Overarm bowling was introduced in 1835 when John Willes was the inventor of round-arm bowling, and the match was recorded about a hundred years ago. [354, 1200, 475, 1293]
batsman: Kortlang, run out [190, 286, 248, 295]
ad-line: WE ARE OFFERING [660, 639, 734, 648]
article-subheading: INTER-CLUB MATCHES. [53, 459, 151, 468]
paragraph: In the still nights, when all is quiet, you will realise the true soul of the artist—the sweetness and magnificent timbre of the voices, and true delight will be yours. [629, 142, 765, 184]
wanted-ad: PARKER, Grey Street, guarantees to please all patrons in Pictures; has a large Stock of Mouldings and Mounts to choose from. "Try him; he never disappoints." [781, 897, 959, 931]
polling-place: 21. Puketapu. [968, 955, 1015, 964]
polling-place: 9. Matawhero School, Te Hapara. [968, 854, 1081, 863]
divider [34, 444, 170, 445]
paragraph: A. F. SAUNDERS begs to notify the Public and all Country folk that this Hotel has been entirely Renovated and Re-furnished. [968, 1440, 1106, 1474]
smiths-shoeettes-name: Smith's Shoeettes [651, 1100, 743, 1134]
